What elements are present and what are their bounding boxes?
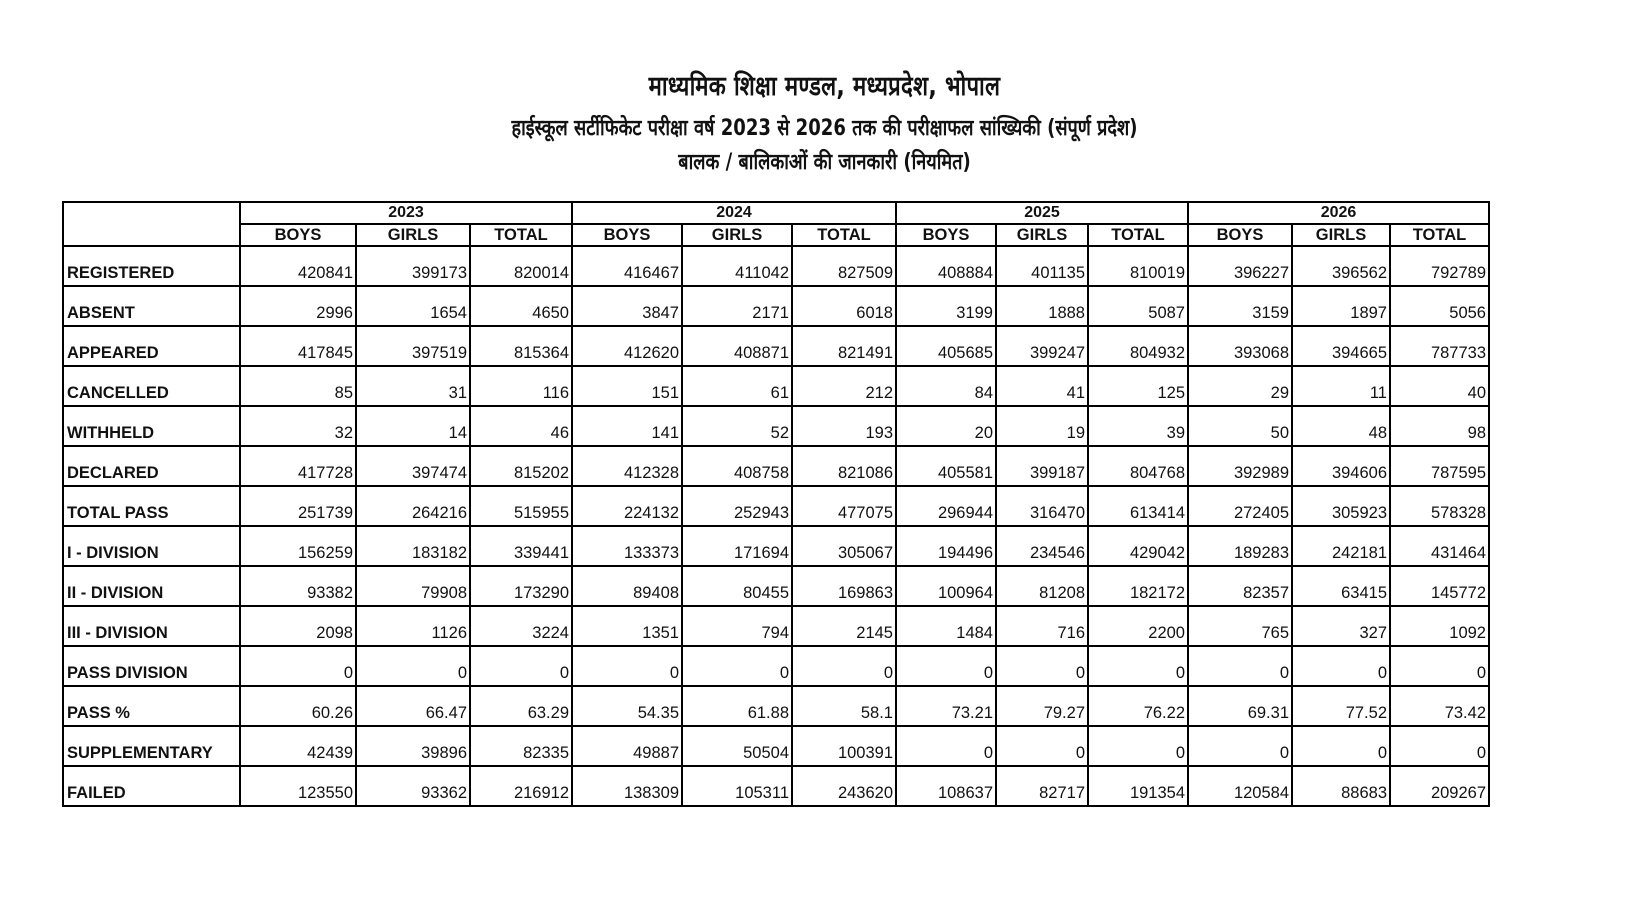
table-cell: 52 xyxy=(682,406,792,446)
table-cell: 396562 xyxy=(1292,246,1390,286)
table-cell: 39 xyxy=(1088,406,1188,446)
table-cell: 405581 xyxy=(896,446,996,486)
column-header-girls-2023: GIRLS xyxy=(356,224,470,246)
table-cell: 105311 xyxy=(682,766,792,806)
table-cell: 0 xyxy=(1088,646,1188,686)
table-row xyxy=(63,526,1489,566)
table-cell: 100964 xyxy=(896,566,996,606)
table-cell: 58.1 xyxy=(792,686,896,726)
table-cell: 787595 xyxy=(1390,446,1489,486)
table-cell: 182172 xyxy=(1088,566,1188,606)
table-row xyxy=(63,286,1489,326)
table-cell: 420841 xyxy=(240,246,356,286)
table-cell: 1484 xyxy=(896,606,996,646)
table-cell: 810019 xyxy=(1088,246,1188,286)
table-cell: 1888 xyxy=(996,286,1088,326)
table-row xyxy=(63,326,1489,366)
table-cell: 191354 xyxy=(1088,766,1188,806)
row-label: APPEARED xyxy=(63,326,240,366)
table-cell: 120584 xyxy=(1188,766,1292,806)
table-cell: 0 xyxy=(1292,646,1390,686)
table-cell: 42439 xyxy=(240,726,356,766)
row-label: CANCELLED xyxy=(63,366,240,406)
row-label: DECLARED xyxy=(63,446,240,486)
table-cell: 794 xyxy=(682,606,792,646)
table-cell: 305067 xyxy=(792,526,896,566)
table-cell: 820014 xyxy=(470,246,572,286)
table-cell: 31 xyxy=(356,366,470,406)
table-cell: 4650 xyxy=(470,286,572,326)
table-cell: 0 xyxy=(1390,726,1489,766)
table-cell: 305923 xyxy=(1292,486,1390,526)
table-cell: 0 xyxy=(1188,726,1292,766)
table-cell: 49887 xyxy=(572,726,682,766)
column-header-girls-2024: GIRLS xyxy=(682,224,792,246)
table-cell: 73.21 xyxy=(896,686,996,726)
table-cell: 3847 xyxy=(572,286,682,326)
table-cell: 2996 xyxy=(240,286,356,326)
table-row xyxy=(63,686,1489,726)
table-cell: 41 xyxy=(996,366,1088,406)
table-cell: 327 xyxy=(1292,606,1390,646)
table-cell: 1351 xyxy=(572,606,682,646)
table-cell: 88683 xyxy=(1292,766,1390,806)
table-cell: 393068 xyxy=(1188,326,1292,366)
table-cell: 1654 xyxy=(356,286,470,326)
table-cell: 5056 xyxy=(1390,286,1489,326)
table-cell: 3159 xyxy=(1188,286,1292,326)
table-cell: 80455 xyxy=(682,566,792,606)
table-cell: 408758 xyxy=(682,446,792,486)
table-cell: 171694 xyxy=(682,526,792,566)
row-label: PASS DIVISION xyxy=(63,646,240,686)
table-cell: 2200 xyxy=(1088,606,1188,646)
column-header-total-2024: TOTAL xyxy=(792,224,896,246)
table-cell: 408871 xyxy=(682,326,792,366)
year-header-2025: 2025 xyxy=(896,202,1188,224)
table-cell: 264216 xyxy=(356,486,470,526)
row-label: PASS % xyxy=(63,686,240,726)
page-subtitle-2: बालक / बालिकाओं की जानकारी (नियमित) xyxy=(678,150,971,175)
year-header-2024: 2024 xyxy=(572,202,896,224)
table-cell: 66.47 xyxy=(356,686,470,726)
table-cell: 3224 xyxy=(470,606,572,646)
table-cell: 0 xyxy=(682,646,792,686)
table-cell: 169863 xyxy=(792,566,896,606)
row-label: WITHHELD xyxy=(63,406,240,446)
table-cell: 151 xyxy=(572,366,682,406)
table-cell: 0 xyxy=(1292,726,1390,766)
row-label: REGISTERED xyxy=(63,246,240,286)
table-cell: 194496 xyxy=(896,526,996,566)
table-cell: 39896 xyxy=(356,726,470,766)
column-header-total-2025: TOTAL xyxy=(1088,224,1188,246)
table-cell: 0 xyxy=(996,646,1088,686)
table-cell: 412328 xyxy=(572,446,682,486)
table-cell: 242181 xyxy=(1292,526,1390,566)
table-cell: 397519 xyxy=(356,326,470,366)
table-cell: 399187 xyxy=(996,446,1088,486)
table-cell: 339441 xyxy=(470,526,572,566)
table-cell: 100391 xyxy=(792,726,896,766)
table-cell: 141 xyxy=(572,406,682,446)
table-cell: 515955 xyxy=(470,486,572,526)
table-cell: 827509 xyxy=(792,246,896,286)
table-cell: 224132 xyxy=(572,486,682,526)
table-cell: 408884 xyxy=(896,246,996,286)
table-cell: 243620 xyxy=(792,766,896,806)
table-cell: 429042 xyxy=(1088,526,1188,566)
table-cell: 108637 xyxy=(896,766,996,806)
row-label: III - DIVISION xyxy=(63,606,240,646)
table-row xyxy=(63,646,1489,686)
table-cell: 29 xyxy=(1188,366,1292,406)
table-cell: 394606 xyxy=(1292,446,1390,486)
column-header-boys-2025: BOYS xyxy=(896,224,996,246)
table-cell: 405685 xyxy=(896,326,996,366)
table-cell: 1126 xyxy=(356,606,470,646)
table-row xyxy=(63,446,1489,486)
table-cell: 0 xyxy=(470,646,572,686)
table-cell: 189283 xyxy=(1188,526,1292,566)
table-cell: 77.52 xyxy=(1292,686,1390,726)
table-row xyxy=(63,606,1489,646)
table-cell: 613414 xyxy=(1088,486,1188,526)
column-header-girls-2025: GIRLS xyxy=(996,224,1088,246)
table-cell: 316470 xyxy=(996,486,1088,526)
table-cell: 216912 xyxy=(470,766,572,806)
table-cell: 93362 xyxy=(356,766,470,806)
table-cell: 0 xyxy=(996,726,1088,766)
table-cell: 815364 xyxy=(470,326,572,366)
table-cell: 79908 xyxy=(356,566,470,606)
table-cell: 392989 xyxy=(1188,446,1292,486)
row-label: II - DIVISION xyxy=(63,566,240,606)
table-cell: 399247 xyxy=(996,326,1088,366)
table-cell: 0 xyxy=(572,646,682,686)
table-cell: 145772 xyxy=(1390,566,1489,606)
table-cell: 2145 xyxy=(792,606,896,646)
table-cell: 765 xyxy=(1188,606,1292,646)
table-cell: 1897 xyxy=(1292,286,1390,326)
table-row xyxy=(63,366,1489,406)
table-cell: 98 xyxy=(1390,406,1489,446)
table-cell: 399173 xyxy=(356,246,470,286)
table-cell: 212 xyxy=(792,366,896,406)
table-cell: 578328 xyxy=(1390,486,1489,526)
table-cell: 76.22 xyxy=(1088,686,1188,726)
table-cell: 396227 xyxy=(1188,246,1292,286)
table-cell: 93382 xyxy=(240,566,356,606)
table-cell: 20 xyxy=(896,406,996,446)
year-header-2026: 2026 xyxy=(1188,202,1489,224)
table-cell: 61 xyxy=(682,366,792,406)
table-cell: 804768 xyxy=(1088,446,1188,486)
table-row xyxy=(63,766,1489,806)
table-cell: 3199 xyxy=(896,286,996,326)
table-row xyxy=(63,246,1489,286)
table-cell: 138309 xyxy=(572,766,682,806)
table-cell: 54.35 xyxy=(572,686,682,726)
table-cell: 61.88 xyxy=(682,686,792,726)
row-label-header xyxy=(63,202,240,246)
table-cell: 394665 xyxy=(1292,326,1390,366)
table-cell: 234546 xyxy=(996,526,1088,566)
table-cell: 0 xyxy=(1390,646,1489,686)
table-cell: 431464 xyxy=(1390,526,1489,566)
table-cell: 133373 xyxy=(572,526,682,566)
table-cell: 82335 xyxy=(470,726,572,766)
table-row xyxy=(63,486,1489,526)
table-cell: 63415 xyxy=(1292,566,1390,606)
column-header-boys-2023: BOYS xyxy=(240,224,356,246)
table-cell: 11 xyxy=(1292,366,1390,406)
row-label: TOTAL PASS xyxy=(63,486,240,526)
table-cell: 156259 xyxy=(240,526,356,566)
table-cell: 716 xyxy=(996,606,1088,646)
table-cell: 0 xyxy=(792,646,896,686)
table-cell: 63.29 xyxy=(470,686,572,726)
table-cell: 85 xyxy=(240,366,356,406)
page-title: माध्यमिक शिक्षा मण्डल, मध्यप्रदेश, भोपाल xyxy=(648,71,1001,102)
table-cell: 50 xyxy=(1188,406,1292,446)
table-cell: 417728 xyxy=(240,446,356,486)
table-cell: 48 xyxy=(1292,406,1390,446)
table-cell: 73.42 xyxy=(1390,686,1489,726)
table-cell: 84 xyxy=(896,366,996,406)
table-cell: 193 xyxy=(792,406,896,446)
table-row xyxy=(63,406,1489,446)
table-cell: 116 xyxy=(470,366,572,406)
table-cell: 32 xyxy=(240,406,356,446)
table-cell: 19 xyxy=(996,406,1088,446)
table-cell: 82717 xyxy=(996,766,1088,806)
table-cell: 6018 xyxy=(792,286,896,326)
table-cell: 89408 xyxy=(572,566,682,606)
table-cell: 79.27 xyxy=(996,686,1088,726)
row-label: FAILED xyxy=(63,766,240,806)
table-cell: 296944 xyxy=(896,486,996,526)
table-cell: 0 xyxy=(896,726,996,766)
column-header-boys-2024: BOYS xyxy=(572,224,682,246)
table-cell: 0 xyxy=(240,646,356,686)
table-cell: 787733 xyxy=(1390,326,1489,366)
row-label: I - DIVISION xyxy=(63,526,240,566)
table-cell: 272405 xyxy=(1188,486,1292,526)
row-label: ABSENT xyxy=(63,286,240,326)
table-cell: 183182 xyxy=(356,526,470,566)
table-cell: 81208 xyxy=(996,566,1088,606)
column-header-total-2023: TOTAL xyxy=(470,224,572,246)
page-subtitle: हाईस्कूल सर्टीफिकेट परीक्षा वर्ष 2023 से 2026 तक की परीक्षाफल सांख्यिकी (संपूर्ण प्रदेश) xyxy=(511,116,1138,141)
table-cell: 0 xyxy=(896,646,996,686)
table-cell: 417845 xyxy=(240,326,356,366)
table-cell: 2098 xyxy=(240,606,356,646)
table-cell: 0 xyxy=(1188,646,1292,686)
table-cell: 69.31 xyxy=(1188,686,1292,726)
table-cell: 792789 xyxy=(1390,246,1489,286)
table-cell: 821491 xyxy=(792,326,896,366)
table-cell: 0 xyxy=(1088,726,1188,766)
row-label: SUPPLEMENTARY xyxy=(63,726,240,766)
table-cell: 252943 xyxy=(682,486,792,526)
table-cell: 209267 xyxy=(1390,766,1489,806)
table-cell: 401135 xyxy=(996,246,1088,286)
table-cell: 82357 xyxy=(1188,566,1292,606)
table-cell: 14 xyxy=(356,406,470,446)
table-cell: 60.26 xyxy=(240,686,356,726)
column-header-total-2026: TOTAL xyxy=(1390,224,1489,246)
table-cell: 411042 xyxy=(682,246,792,286)
table-cell: 815202 xyxy=(470,446,572,486)
table-cell: 173290 xyxy=(470,566,572,606)
column-header-boys-2026: BOYS xyxy=(1188,224,1292,246)
table-cell: 397474 xyxy=(356,446,470,486)
table-cell: 50504 xyxy=(682,726,792,766)
year-header-2023: 2023 xyxy=(240,202,572,224)
table-cell: 2171 xyxy=(682,286,792,326)
table-cell: 821086 xyxy=(792,446,896,486)
table-cell: 40 xyxy=(1390,366,1489,406)
table-row xyxy=(63,566,1489,606)
table-cell: 123550 xyxy=(240,766,356,806)
table-cell: 416467 xyxy=(572,246,682,286)
table-cell: 46 xyxy=(470,406,572,446)
table-cell: 804932 xyxy=(1088,326,1188,366)
table-cell: 1092 xyxy=(1390,606,1489,646)
table-cell: 412620 xyxy=(572,326,682,366)
table-cell: 5087 xyxy=(1088,286,1188,326)
table-cell: 251739 xyxy=(240,486,356,526)
table-row xyxy=(63,726,1489,766)
results-table xyxy=(62,201,1490,807)
table-cell: 477075 xyxy=(792,486,896,526)
table-cell: 125 xyxy=(1088,366,1188,406)
table-cell: 0 xyxy=(356,646,470,686)
column-header-girls-2026: GIRLS xyxy=(1292,224,1390,246)
